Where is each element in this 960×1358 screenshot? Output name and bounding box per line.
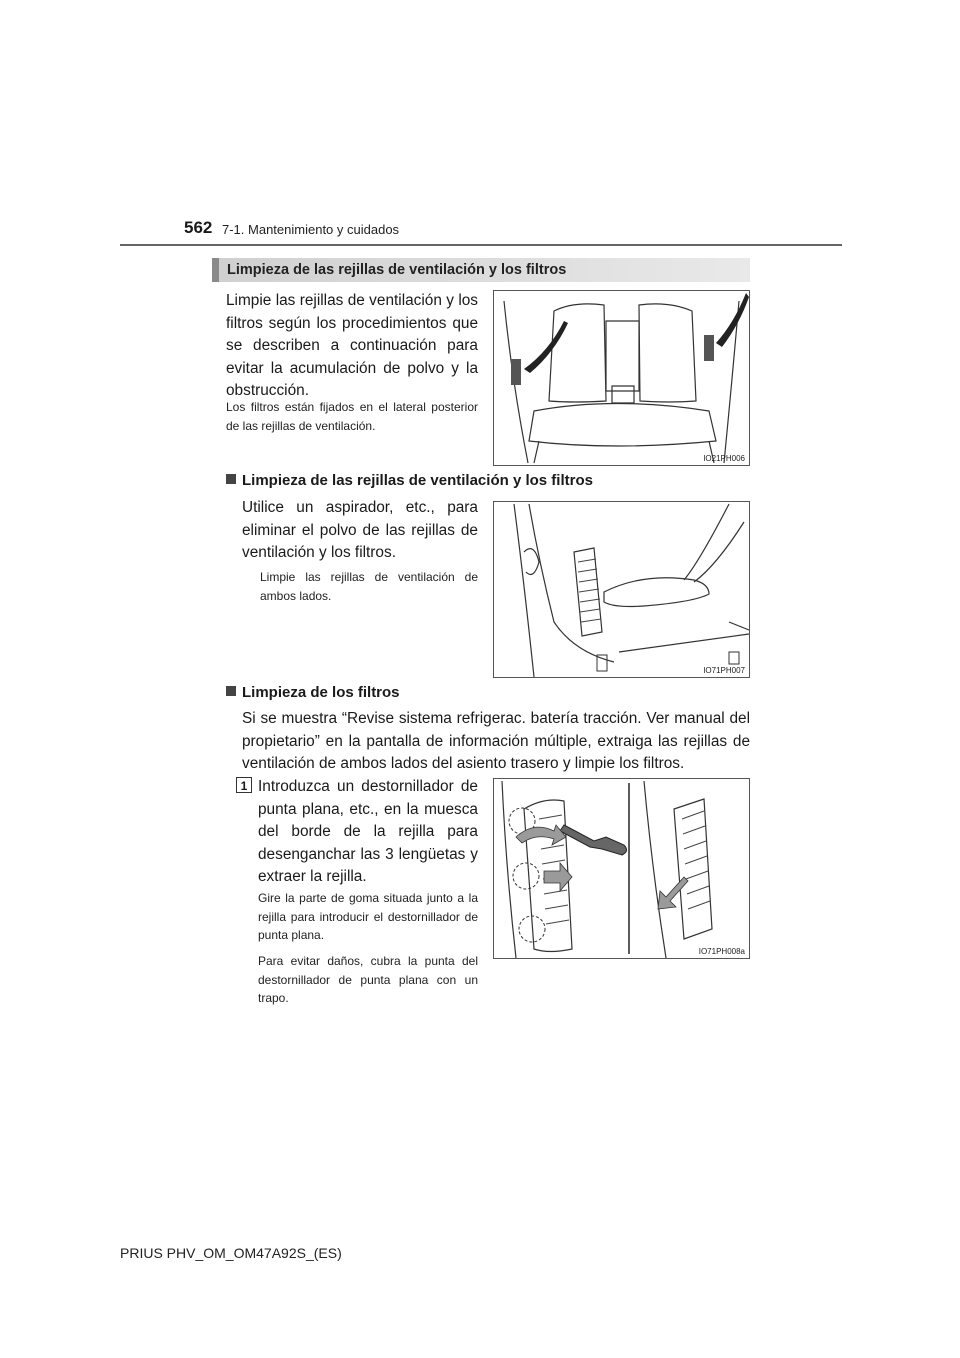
subheading-vents — [226, 472, 593, 489]
vacuum-illustration — [494, 502, 749, 677]
vacuum-vent-figure — [493, 501, 750, 678]
figure-code: IO21PH006 — [703, 454, 745, 463]
rotate-arrow-icon — [516, 825, 566, 845]
header-divider — [120, 244, 842, 246]
step-note-rubber: Gire la parte de goma situada junto a la rejilla para introducir el destornillador de punta plana. — [258, 891, 478, 942]
vents-text: Utilice un aspirador, etc., para eliminar el polvo de las rejillas de ventilación y los filtros. — [242, 499, 478, 561]
subheading-vents-text: Limpieza de las rejillas de ventilación y los filtros — [242, 472, 593, 489]
intro-note: Los filtros están fijados en el lateral posterior de las rejillas de ventilación. — [226, 400, 478, 433]
vents-note: Limpie las rejillas de ventilación de ambos lados. — [260, 570, 478, 603]
subheading-filters — [226, 684, 400, 701]
subheading-filters-text: Limpieza de los filtros — [242, 684, 400, 701]
section-label: 7-1. Mantenimiento y cuidados — [222, 222, 400, 237]
square-bullet-icon — [226, 686, 236, 696]
filters-text: Si se muestra “Revise sistema refrigerac. batería tracción. Ver manual del propietario” en la pantalla de información múltiple, extraiga las rejillas de ventilación de ambos lados del asiento trasero y limpie los filtros. — [242, 710, 750, 772]
figure-code: IO71PH007 — [703, 666, 745, 675]
remove-grille-figure — [493, 778, 750, 959]
arrow-left-icon — [524, 321, 568, 373]
square-bullet-icon — [226, 474, 236, 484]
rear-seat-vents-figure — [493, 290, 750, 466]
page-number: 562 — [184, 218, 213, 237]
right-vent-grille — [704, 335, 714, 361]
rear-seat-illustration — [494, 291, 749, 465]
screwdriver-icon — [560, 825, 627, 855]
step-number: 1 — [236, 777, 252, 793]
step-note-cloth: Para evitar daños, cubra la punta del destornillador de punta plana con un trapo. — [258, 954, 478, 1005]
footer-doc-id: PRIUS PHV_OM_OM47A92S_(ES) — [120, 1245, 342, 1261]
remove-arrow-icon — [658, 877, 688, 909]
section-title: Limpieza de las rejillas de ventilación y los filtros — [212, 258, 750, 282]
figure-code: IO71PH008a — [698, 947, 745, 956]
left-vent-grille — [511, 359, 521, 385]
step-text: Introduzca un destornillador de punta plana, etc., en la muesca del borde de la rejilla para desenganchar las 3 lengüetas y extraer la rejilla. — [258, 778, 478, 885]
remove-grille-illustration — [494, 779, 749, 958]
arrow-right-icon — [716, 293, 749, 347]
intro-text: Limpie las rejillas de ventilación y los filtros según los procedimientos que se describen a continuación para evitar la acumulación de polvo y la obstrucción. — [226, 292, 478, 399]
